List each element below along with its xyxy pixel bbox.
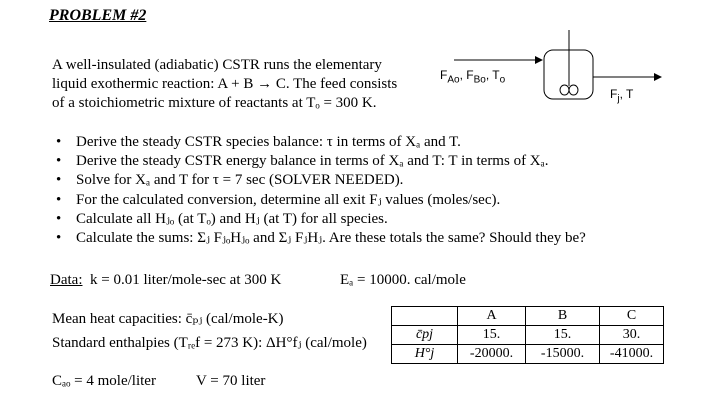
feed-arrowhead bbox=[535, 56, 543, 64]
table-cell: 15. bbox=[526, 326, 600, 345]
problem-title: PROBLEM #2 bbox=[49, 7, 147, 24]
list-item: • Derive the steady CSTR species balance: τ in terms of Xₐ and T. bbox=[56, 133, 586, 152]
outlet-label: $F_j$, T bbox=[610, 87, 634, 105]
list-item: • For the calculated conversion, determine all exit Fⱼ values (moles/sec). bbox=[56, 191, 586, 210]
data-label: Data: bbox=[50, 272, 83, 288]
table-header-cell: A bbox=[458, 307, 526, 326]
standard-enthalpies-label: Standard enthalpies (Tᵣₑf = 273 K): ΔH°fⱼ (cal/mole) bbox=[52, 335, 367, 351]
table-header-cell: B bbox=[526, 307, 600, 326]
intro-line: liquid exothermic reaction: A + B → C. The feed consists bbox=[52, 76, 398, 92]
table-header-cell bbox=[392, 307, 458, 326]
bullet-icon: • bbox=[56, 230, 62, 247]
table-cell: -20000. bbox=[458, 345, 526, 364]
bullet-icon: • bbox=[56, 172, 62, 189]
bullet-icon: • bbox=[56, 134, 62, 150]
table-row bbox=[392, 345, 664, 364]
activation-energy: Eₐ = 10000. cal/mole bbox=[340, 272, 466, 288]
table-row bbox=[392, 326, 664, 345]
table-cell: -15000. bbox=[526, 345, 600, 364]
reactor-volume: V = 70 liter bbox=[196, 373, 266, 389]
task-list bbox=[56, 133, 586, 248]
table-cell: -41000. bbox=[600, 345, 664, 364]
data-line bbox=[50, 272, 281, 289]
rate-constant: k = 0.01 liter/mole-sec at 300 K bbox=[89, 272, 282, 288]
row-label: H°j bbox=[392, 345, 458, 364]
bullet-icon: • bbox=[56, 153, 62, 170]
table-header-cell: C bbox=[600, 307, 664, 326]
row-label: c̄pj bbox=[392, 326, 458, 345]
bullet-icon: • bbox=[56, 191, 62, 208]
outlet-arrowhead bbox=[654, 73, 662, 81]
intro-line: A well-insulated (adiabatic) CSTR runs the elementary bbox=[52, 57, 382, 73]
table-cell: 30. bbox=[600, 326, 664, 345]
intro-line: of a stoichiometric mixture of reactants at Tₒ = 300 K. bbox=[52, 95, 377, 111]
list-item: • Calculate the sums: Σⱼ FⱼₒHⱼₒ and Σⱼ FⱼHⱼ. Are these totals the same? Should they be? bbox=[56, 229, 586, 248]
list-item: • Calculate all Hⱼₒ (at Tₒ) and Hⱼ (at T) for all species. bbox=[56, 210, 586, 229]
table-cell: 15. bbox=[458, 326, 526, 345]
list-item: • Derive the steady CSTR energy balance in terms of Xₐ and T: T in terms of Xₐ. bbox=[56, 152, 586, 171]
mean-heat-capacities-label: Mean heat capacities: c̄ₚⱼ (cal/mole-K) bbox=[52, 311, 284, 327]
impeller-blade-right bbox=[569, 85, 578, 95]
properties-table bbox=[391, 306, 664, 364]
impeller-blade-left bbox=[560, 85, 569, 95]
feed-label: $F_{Ao}$, $F_{Bo}$, $T_o$ bbox=[440, 68, 506, 86]
bullet-icon: • bbox=[56, 210, 62, 227]
table-header-row bbox=[392, 307, 664, 326]
list-item: • Solve for Xₐ and T for τ = 7 sec (SOLVER NEEDED). bbox=[56, 171, 586, 190]
feed-concentration: Cₐₒ = 4 mole/liter bbox=[52, 373, 156, 389]
